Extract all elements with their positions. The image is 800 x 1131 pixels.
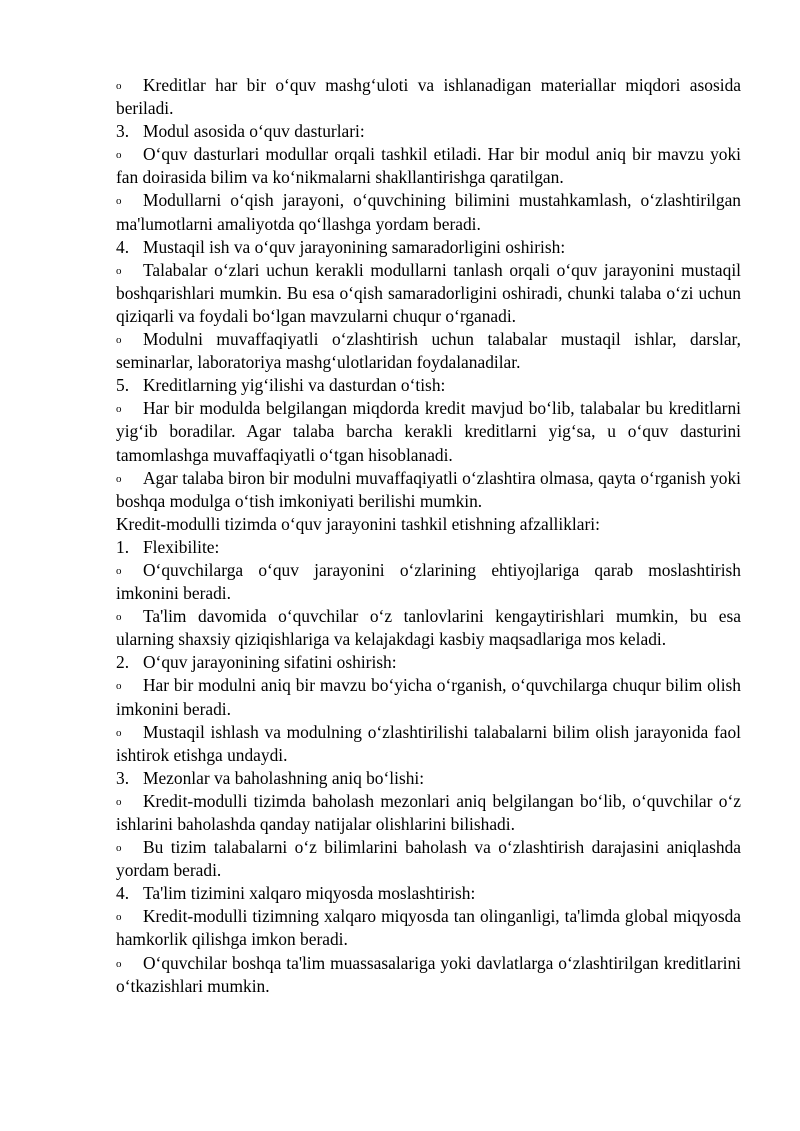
bullet-paragraph: [116, 721, 741, 767]
numbered-heading: [116, 374, 741, 397]
item-number: 2.: [116, 652, 130, 673]
item-number: 1.: [116, 536, 130, 557]
numbered-heading-text: Mustaqil ish va o‘quv jarayonining samaradorligini oshirish:: [143, 236, 566, 257]
bullet-text: Ta'lim davomida o‘quvchilar o‘z tanlovlarini kengaytirishlari mumkin, bu esa ularning shaxsiy qiziqishlariga va kelajakdagi kasbiy maqsadlariga mos keladi.: [116, 606, 741, 650]
bullet-text: Kreditlar har bir o‘quv mashg‘uloti va ishlanadigan materiallar miqdori asosida beriladi.: [116, 75, 741, 119]
bullet-paragraph: [116, 952, 741, 998]
bullet-text: O‘quvchilar boshqa ta'lim muassasalariga yoki davlatlarga o‘zlashtirilgan kreditlarini o‘tkazishlari mumkin.: [116, 952, 741, 996]
bullet-marker-icon: o: [116, 334, 122, 347]
bullet-paragraph: [116, 397, 741, 466]
bullet-text: Kredit-modulli tizimda baholash mezonlari aniq belgilangan bo‘lib, o‘quvchilar o‘z ishlarini baholashda qanday natijalar olishlarini bilishadi.: [116, 790, 741, 834]
bullet-paragraph: [116, 74, 741, 120]
numbered-heading-text: Modul asosida o‘quv dasturlari:: [143, 121, 365, 142]
bullet-paragraph: [116, 674, 741, 720]
bullet-text: O‘quvchilarga o‘quv jarayonini o‘zlarining ehtiyojlariga qarab moslashtirish imkonini beradi.: [116, 559, 741, 604]
document-body: [116, 0, 741, 998]
numbered-heading: [116, 767, 741, 790]
numbered-heading-text: Kreditlarning yig‘ilishi va dasturdan o‘tish:: [143, 375, 446, 396]
bullet-text: Mustaqil ishlash va modulning o‘zlashtirilishi talabalarni bilim olish jarayonida faol ishtirok etishga undaydi.: [116, 721, 741, 765]
bullet-text: Modullarni o‘qish jarayoni, o‘quvchining bilimini mustahkamlash, o‘zlashtirilgan ma'lumotlarni amaliyotda qo‘llashga yordam beradi.: [116, 190, 741, 234]
numbered-heading: [116, 120, 741, 143]
bullet-paragraph: [116, 143, 741, 189]
item-number: 5.: [116, 375, 130, 396]
item-number: 4.: [116, 883, 130, 904]
bullet-text: Har bir modulni aniq bir mavzu bo‘yicha o‘rganish, o‘quvchilarga chuqur bilim olish imkonini beradi.: [116, 675, 741, 719]
bullet-marker-icon: o: [116, 911, 122, 924]
bullet-marker-icon: o: [116, 195, 122, 208]
numbered-heading-text: O‘quv jarayonining sifatini oshirish:: [143, 652, 397, 673]
bullet-text: Modulni muvaffaqiyatli o‘zlashtirish uchun talabalar mustaqil ishlar, darslar, seminarlar, laboratoriya mashg‘ulotlaridan foydalanadilar.: [116, 329, 741, 373]
numbered-heading-text: Mezonlar va baholashning aniq bo‘lishi:: [143, 767, 425, 788]
numbered-heading-text: Ta'lim tizimini xalqaro miqyosda moslashtirish:: [143, 883, 476, 904]
numbered-heading-text: Flexibilite:: [143, 536, 220, 557]
bullet-marker-icon: o: [116, 842, 122, 855]
bullet-marker-icon: o: [116, 680, 122, 693]
bullet-paragraph: [116, 605, 741, 651]
bullet-text: Talabalar o‘zlari uchun kerakli modullarni tanlash orqali o‘quv jarayonini mustaqil boshqarishlari mumkin. Bu esa o‘qish samaradorligini oshiradi, chunki talaba o‘zi uchun qiziqarli va foydali bo‘lgan mavzularni chuqur o‘rganadi.: [116, 259, 741, 326]
bullet-text: Bu tizim talabalarni o‘z bilimlarini baholash va o‘zlashtirish darajasini aniqlashda yordam beradi.: [116, 837, 741, 881]
bullet-text: Kredit-modulli tizimning xalqaro miqyosda tan olinganligi, ta'limda global miqyosda hamkorlik qilishga imkon beradi.: [116, 906, 741, 950]
numbered-heading: [116, 651, 741, 674]
numbered-heading: [116, 236, 741, 259]
bullet-paragraph: [116, 259, 741, 328]
bullet-marker-icon: o: [116, 611, 122, 624]
bullet-paragraph: [116, 328, 741, 374]
bullet-text: O‘quv dasturlari modullar orqali tashkil etiladi. Har bir modul aniq bir mavzu yoki fan doirasida bilim va ko‘nikmalarni shakllantirishga qaratilgan.: [116, 144, 741, 188]
numbered-heading: [116, 882, 741, 905]
bullet-marker-icon: o: [116, 957, 122, 970]
bullet-marker-icon: o: [116, 80, 122, 92]
bullet-marker-icon: o: [116, 403, 122, 416]
bullet-marker-icon: o: [116, 564, 122, 577]
bullet-paragraph: [116, 467, 741, 513]
bullet-paragraph: [116, 836, 741, 882]
bullet-marker-icon: o: [116, 726, 122, 739]
bullet-marker-icon: o: [116, 149, 122, 162]
bullet-paragraph: [116, 790, 741, 836]
bullet-marker-icon: o: [116, 264, 122, 277]
section-heading: Kredit-modulli tizimda o‘quv jarayonini tashkil etishning afzalliklari:: [116, 513, 600, 534]
item-number: 3.: [116, 767, 130, 788]
bullet-text: Har bir modulda belgilangan miqdorda kredit mavjud bo‘lib, talabalar bu kreditlarni yig‘ib boradilar. Agar talaba barcha kerakli kreditlarni yig‘sa, u o‘quv dasturini tamomlashga muvaffaqiyatli o‘tgan hisoblanadi.: [116, 398, 741, 465]
bullet-marker-icon: o: [116, 795, 122, 808]
bullet-paragraph: [116, 905, 741, 951]
item-number: 4.: [116, 236, 130, 257]
bullet-paragraph: [116, 189, 741, 235]
numbered-heading: [116, 536, 741, 559]
bullet-paragraph: [116, 559, 741, 605]
bullet-marker-icon: o: [116, 472, 122, 485]
bullet-text: Agar talaba biron bir modulni muvaffaqiyatli o‘zlashtira olmasa, qayta o‘rganish yoki boshqa modulga o‘tish imkoniyati berilishi mumkin.: [116, 467, 741, 511]
item-number: 3.: [116, 121, 130, 142]
